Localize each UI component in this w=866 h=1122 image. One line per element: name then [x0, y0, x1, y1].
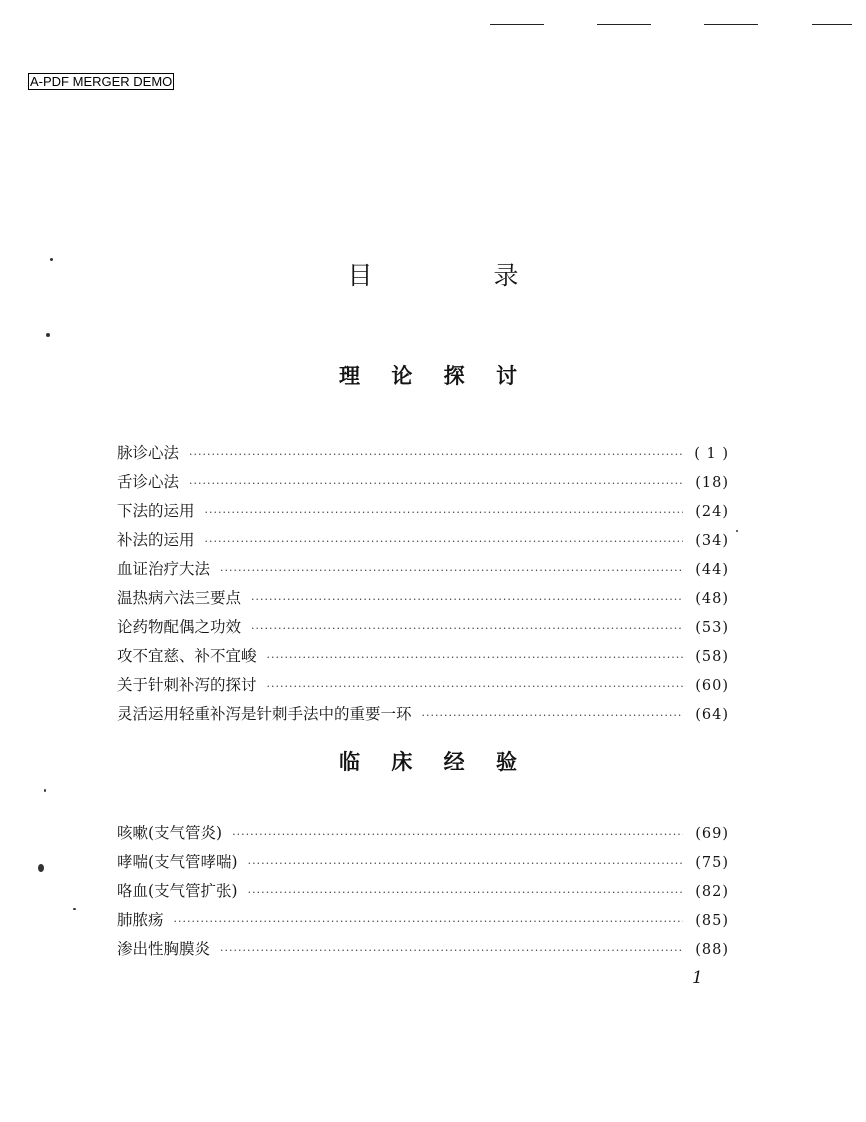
toc-entry-title: 肺脓疡 [117, 911, 164, 929]
toc-entry[interactable] [117, 613, 729, 642]
scan-speck [73, 908, 76, 910]
toc-page-number: (18) [695, 475, 729, 491]
toc-entry[interactable] [117, 439, 729, 468]
top-rule [704, 24, 758, 25]
scan-speck [46, 333, 50, 337]
toc-entry-title: 灵活运用轻重补泻是针刺手法中的重要一环 [117, 705, 412, 723]
dot-leader [189, 469, 683, 498]
dot-leader [251, 614, 683, 643]
toc-page-number: (85) [695, 913, 729, 929]
toc-page-number: (64) [695, 707, 729, 723]
toc-entry-title: 关于针刺补泻的探讨 [117, 676, 257, 694]
dot-leader [248, 849, 683, 878]
toc-entry-title: 下法的运用 [117, 502, 195, 520]
dot-leader [267, 672, 683, 701]
toc-entry[interactable] [117, 848, 729, 877]
scan-speck [736, 530, 738, 532]
toc-entry-title: 哮喘(支气管哮喘) [117, 853, 238, 871]
toc-entry-title: 舌诊心法 [117, 473, 180, 491]
dot-leader [220, 936, 683, 965]
scan-speck [38, 864, 44, 872]
toc-entry[interactable] [117, 671, 729, 700]
dot-leader [174, 907, 683, 936]
dot-leader [220, 556, 683, 585]
top-rule [812, 24, 852, 25]
toc-entry[interactable] [117, 468, 729, 497]
dot-leader [422, 701, 683, 730]
toc-entry[interactable] [117, 555, 729, 584]
dot-leader [251, 585, 683, 614]
dot-leader [205, 498, 683, 527]
toc-entry[interactable] [117, 819, 729, 848]
toc-entry[interactable] [117, 497, 729, 526]
toc-page-number: (24) [695, 504, 729, 520]
toc-entry[interactable] [117, 700, 729, 729]
toc-entry-title: 论药物配偶之功效 [117, 618, 242, 636]
section-heading-theory: 理 论 探 讨 [339, 364, 529, 388]
toc-entry-title: 渗出性胸膜炎 [117, 940, 211, 958]
toc-entry[interactable] [117, 526, 729, 555]
toc-entry[interactable] [117, 584, 729, 613]
toc-page-number: (60) [695, 678, 729, 694]
scan-speck [44, 789, 46, 792]
dot-leader [267, 643, 683, 672]
toc-entry[interactable] [117, 906, 729, 935]
top-rule [597, 24, 651, 25]
section-heading-clinical: 临 床 经 验 [339, 750, 529, 774]
dot-leader [248, 878, 683, 907]
toc-page-number: (48) [695, 591, 729, 607]
toc-page-number: ( 1 ) [694, 446, 729, 462]
toc-page-number: (88) [695, 942, 729, 958]
page-title: 目 录 [347, 261, 567, 290]
dot-leader [205, 527, 683, 556]
toc-entry-title: 血证治疗大法 [117, 560, 211, 578]
toc-page-number: (69) [695, 826, 729, 842]
toc-entry-title: 补法的运用 [117, 531, 195, 549]
pdf-merger-watermark: A-PDF MERGER DEMO [30, 74, 173, 89]
toc-list-theory [117, 439, 729, 729]
toc-page-number: (53) [695, 620, 729, 636]
toc-page-number: (34) [695, 533, 729, 549]
page-number: 1 [692, 968, 703, 988]
toc-entry-title: 脉诊心法 [117, 444, 180, 462]
toc-entry-title: 攻不宜慈、补不宜峻 [117, 647, 257, 665]
toc-page-number: (82) [695, 884, 729, 900]
toc-entry-title: 咳嗽(支气管炎) [117, 824, 223, 842]
toc-entry[interactable] [117, 642, 729, 671]
toc-entry-title: 温热病六法三要点 [117, 589, 242, 607]
dot-leader [189, 440, 683, 469]
toc-list-clinical [117, 819, 729, 964]
toc-entry[interactable] [117, 935, 729, 964]
dot-leader [232, 820, 683, 849]
toc-entry[interactable] [117, 877, 729, 906]
top-rule [490, 24, 544, 25]
toc-page-number: (58) [695, 649, 729, 665]
toc-page-number: (75) [695, 855, 729, 871]
toc-entry-title: 咯血(支气管扩张) [117, 882, 238, 900]
toc-page-number: (44) [695, 562, 729, 578]
